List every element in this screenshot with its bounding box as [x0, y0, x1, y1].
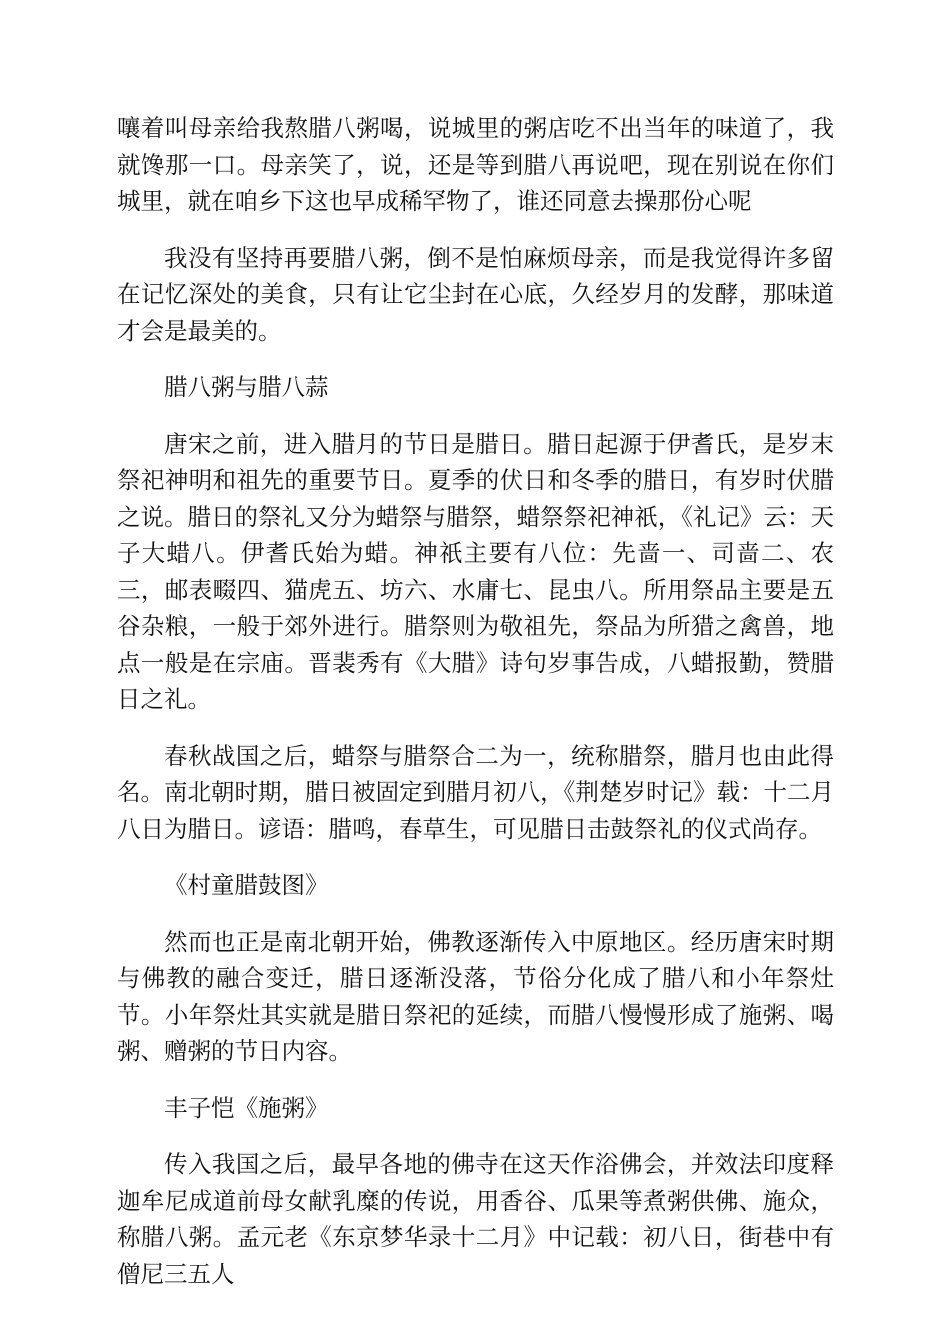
document-page — [117, 110, 834, 1312]
paragraph-2: 我没有坚持再要腊八粥，倒不是怕麻烦母亲，而是我觉得许多留在记忆深处的美食，只有让它尘封在心底，久经岁月的发酵，那味道才会是最美的。 — [117, 243, 834, 345]
paragraph-3: 唐宋之前，进入腊月的节日是腊日。腊日起源于伊耆氏，是岁末祭祀神明和祖先的重要节日。夏季的伏日和冬季的腊日，有岁时伏腊之说。腊日的祭礼又分为蜡祭与腊祭，蜡祭祭祀神祇，《礼记》云：天子大蜡八。伊耆氏始为蜡。神祇主要有八位：先啬一、司啬二、农三，邮表畷四、猫虎五、坊六、水庸七、昆虫八。所用祭品主要是五谷杂粮，一般于郊外进行。腊祭则为敬祖先，祭品为所猎之禽兽，地点一般是在宗庙。晋裴秀有《大腊》诗句岁事告成，八蜡报勤，赞腊日之礼。 — [117, 429, 834, 713]
image-caption-shizhou: 丰子恺《施粥》 — [164, 1093, 329, 1122]
image-caption-cuntong: 《村童腊鼓图》 — [164, 871, 329, 899]
paragraph-5: 然而也正是南北朝开始，佛教逐渐传入中原地区。经历唐宋时期与佛教的融合变迁，腊日逐渐没落，节俗分化成了腊八和小年祭灶节。小年祭灶其实就是腊日祭祀的延续，而腊八慢慢形成了施粥、喝粥、赠粥的节日内容。 — [117, 927, 834, 1065]
paragraph-1: 嚷着叫母亲给我熬腊八粥喝，说城里的粥店吃不出当年的味道了，我就馋那一口。母亲笑了，说，还是等到腊八再说吧，现在别说在你们城里，就在咱乡下这也早成稀罕物了，谁还同意去操那份心呢 — [117, 114, 834, 215]
paragraph-4: 春秋战国之后，蜡祭与腊祭合二为一，统称腊祭，腊月也由此得名。南北朝时期，腊日被固定到腊月初八，《荆楚岁时记》载：十二月八日为腊日。谚语：腊鸣，春草生，可见腊日击鼓祭礼的仪式尚存。 — [117, 741, 834, 843]
paragraph-6: 传入我国之后，最早各地的佛寺在这天作浴佛会，并效法印度释迦牟尼成道前母女献乳糜的传说，用香谷、瓜果等煮粥供佛、施众，称腊八粥。孟元老《东京梦华录十二月》中记载：初八日，街巷中有僧尼三五人 — [117, 1150, 834, 1288]
section-heading-laba: 腊八粥与腊八蒜 — [164, 373, 329, 401]
